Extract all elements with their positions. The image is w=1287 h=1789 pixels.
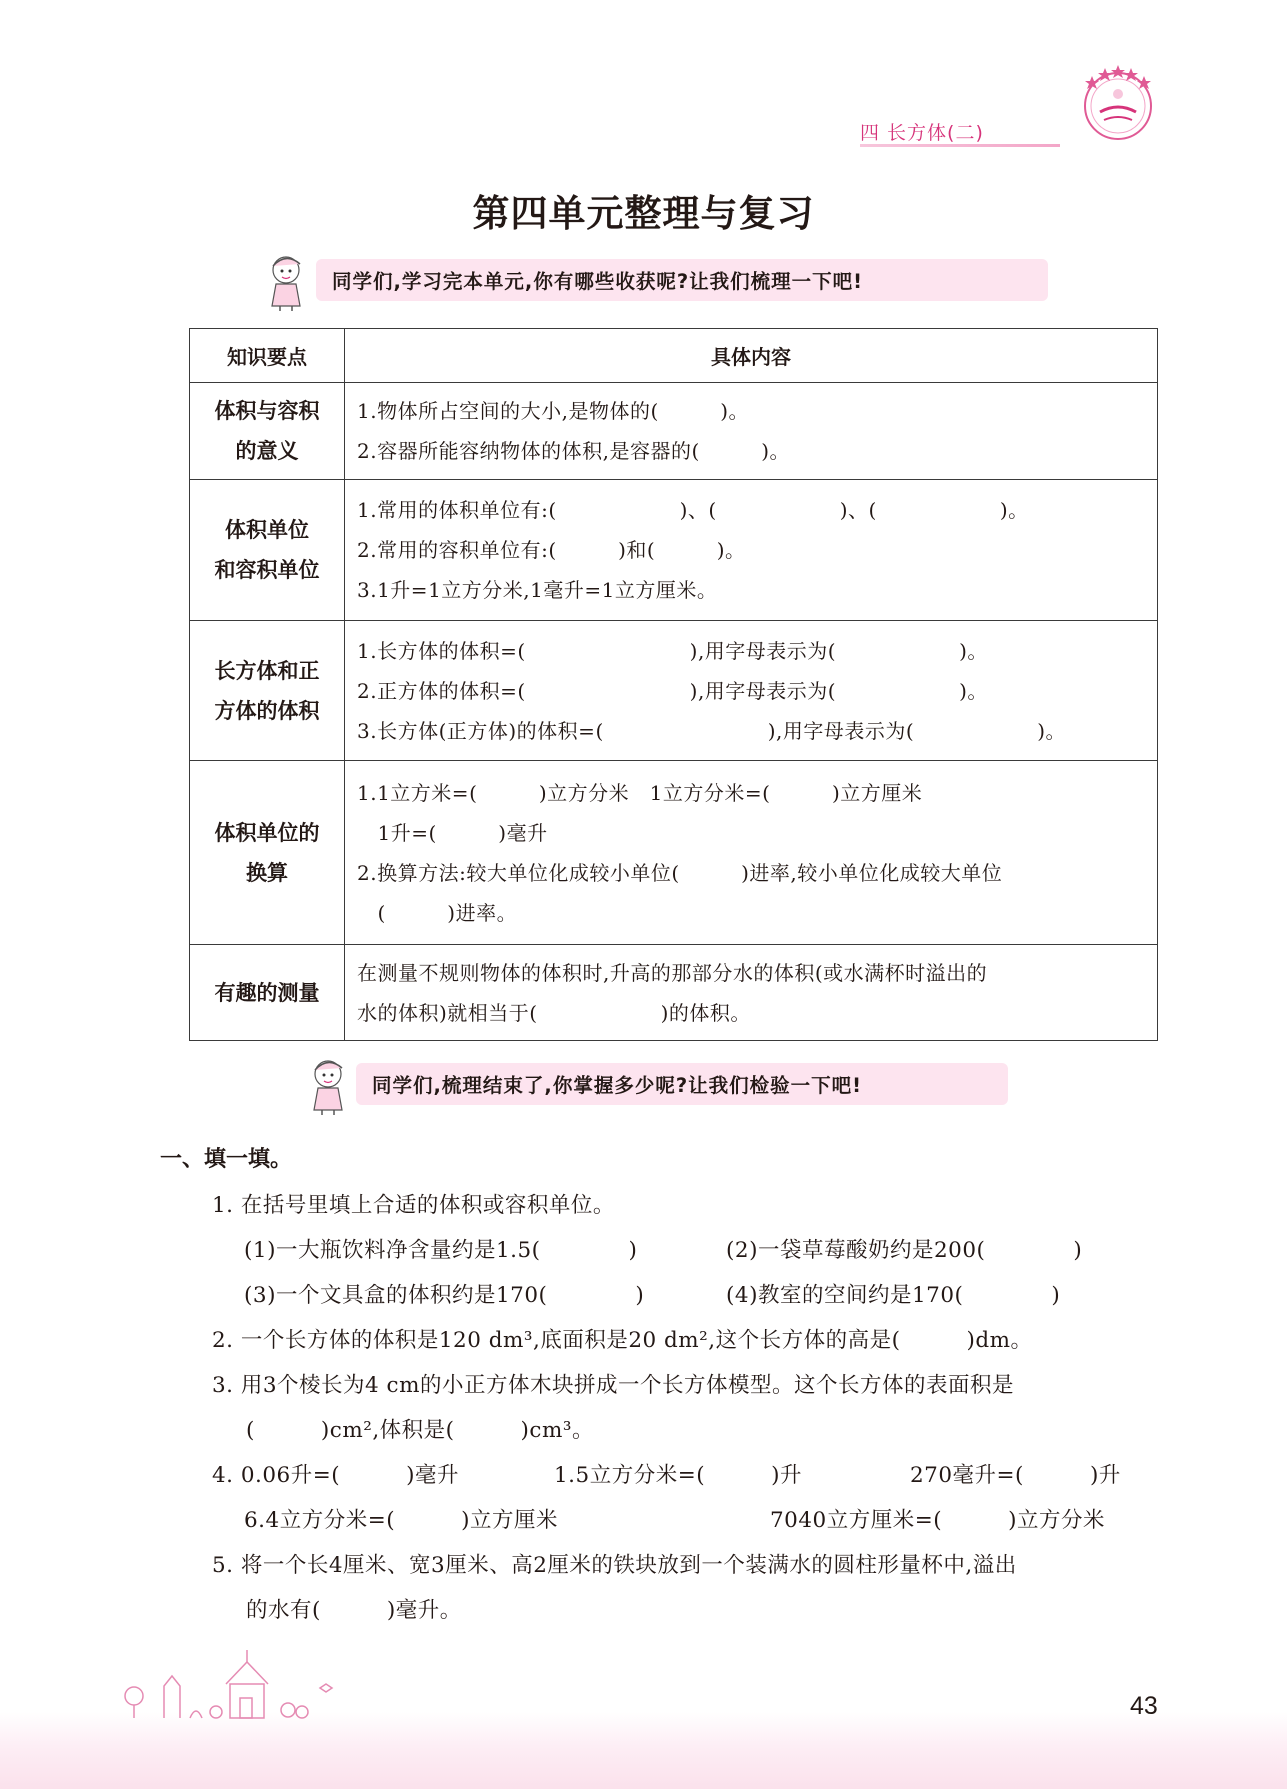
content-cell (345, 945, 1158, 1041)
knowledge-point-cell (190, 480, 345, 621)
table-row (190, 480, 1158, 621)
content-line: 1.常用的体积单位有:( )、( )、( )。 (357, 498, 1029, 522)
question-1-item-1: (1)一大瓶饮料净含量约是1.5( ) (244, 1238, 638, 1263)
point-label: 体积单位 (225, 518, 309, 542)
question-1: 1. 在括号里填上合适的体积或容积单位。 (212, 1193, 615, 1218)
table-header-row (190, 329, 1158, 383)
table-row (190, 621, 1158, 761)
content-line: 2.容器所能容纳物体的体积,是容器的( )。 (357, 439, 791, 463)
content-cell (345, 761, 1158, 945)
question-2: 2. 一个长方体的体积是120 dm³,底面积是20 dm²,这个长方体的高是( )dm。 (212, 1328, 1033, 1353)
point-label: 长方体和正 (214, 658, 320, 683)
header-specific-content: 具体内容 (345, 329, 1158, 383)
question-4-item-5: 7040立方厘米=( )立方分米 (770, 1508, 1106, 1533)
point-label: 方体的体积 (214, 698, 320, 723)
seal-logo-icon (1078, 62, 1158, 142)
point-label: 的意义 (235, 439, 299, 463)
cartoon-girl-icon (264, 250, 312, 312)
prompt-bubble-top: 同学们,学习完本单元,你有哪些收获呢?让我们梳理一下吧! (316, 259, 1048, 301)
content-line: 1.长方体的体积=( ),用字母表示为( )。 (357, 638, 988, 663)
page-title: 第四单元整理与复习 (472, 192, 815, 235)
content-line: 1升=( )毫升 (357, 820, 548, 845)
content-line: 2.常用的容积单位有:( )和( )。 (357, 538, 746, 562)
question-4-item-4: 6.4立方分米=( )立方厘米 (244, 1508, 558, 1533)
content-line: 3.长方体(正方体)的体积=( ),用字母表示为( )。 (357, 718, 1067, 743)
question-5-cont: 的水有( )毫升。 (246, 1598, 462, 1623)
content-cell (345, 480, 1158, 621)
castle-doodle-icon (120, 1648, 340, 1720)
point-label: 体积单位的 (214, 820, 320, 845)
table-row (190, 945, 1158, 1041)
point-label: 和容积单位 (214, 558, 320, 582)
point-label: 体积与容积 (214, 399, 320, 423)
content-line: 1.1立方米=( )立方分米 1立方分米=( )立方厘米 (357, 780, 923, 805)
knowledge-point-cell (190, 945, 345, 1041)
content-line: 1.物体所占空间的大小,是物体的( )。 (357, 399, 750, 423)
prompt-bubble-bottom: 同学们,梳理结束了,你掌握多少呢?让我们检验一下吧! (356, 1063, 1008, 1105)
point-label: 有趣的测量 (214, 980, 320, 1005)
question-5: 5. 将一个长4厘米、宽3厘米、高2厘米的铁块放到一个装满水的圆柱形量杯中,溢出 (212, 1553, 1017, 1578)
point-label: 换算 (246, 860, 288, 885)
content-line: 2.换算方法:较大单位化成较小单位( )进率,较小单位化成较大单位 (357, 860, 1003, 885)
question-4-item-3: 270毫升=( )升 (910, 1463, 1121, 1488)
page-number: 43 (1130, 1692, 1158, 1720)
question-1-item-4: (4)教室的空间约是170( ) (726, 1283, 1061, 1308)
knowledge-point-cell (190, 383, 345, 480)
table-row (190, 383, 1158, 480)
knowledge-point-cell (190, 761, 345, 945)
review-table (189, 328, 1158, 1041)
table-row (190, 761, 1158, 945)
content-cell (345, 383, 1158, 480)
cartoon-girl-icon (306, 1054, 354, 1116)
chapter-underline (860, 144, 1060, 147)
question-4-item-1: 4. 0.06升=( )毫升 (212, 1463, 460, 1488)
question-1-item-3: (3)一个文具盒的体积约是170( ) (244, 1283, 645, 1308)
content-line: 3.1升=1立方分米,1毫升=1立方厘米。 (357, 578, 718, 602)
question-1-item-2: (2)一袋草莓酸奶约是200( ) (726, 1238, 1083, 1263)
content-line: ( )进率。 (357, 900, 518, 925)
content-line: 2.正方体的体积=( ),用字母表示为( )。 (357, 678, 988, 703)
knowledge-point-cell (190, 621, 345, 761)
question-3-cont: ( )cm²,体积是( )cm³。 (246, 1418, 594, 1443)
question-4-item-2: 1.5立方分米=( )升 (554, 1463, 802, 1488)
question-3: 3. 用3个棱长为4 cm的小正方体木块拼成一个长方体模型。这个长方体的表面积是 (212, 1373, 1014, 1398)
section-heading: 一、填一填。 (160, 1147, 293, 1172)
content-line: 在测量不规则物体的体积时,升高的那部分水的体积(或水满杯时溢出的 (357, 960, 988, 985)
content-line: 水的体积)就相当于( )的体积。 (357, 1000, 751, 1025)
header-knowledge-point: 知识要点 (190, 329, 345, 383)
footer-band (0, 1712, 1287, 1789)
content-cell (345, 621, 1158, 761)
chapter-tag: 四 长方体(二) (860, 122, 984, 144)
